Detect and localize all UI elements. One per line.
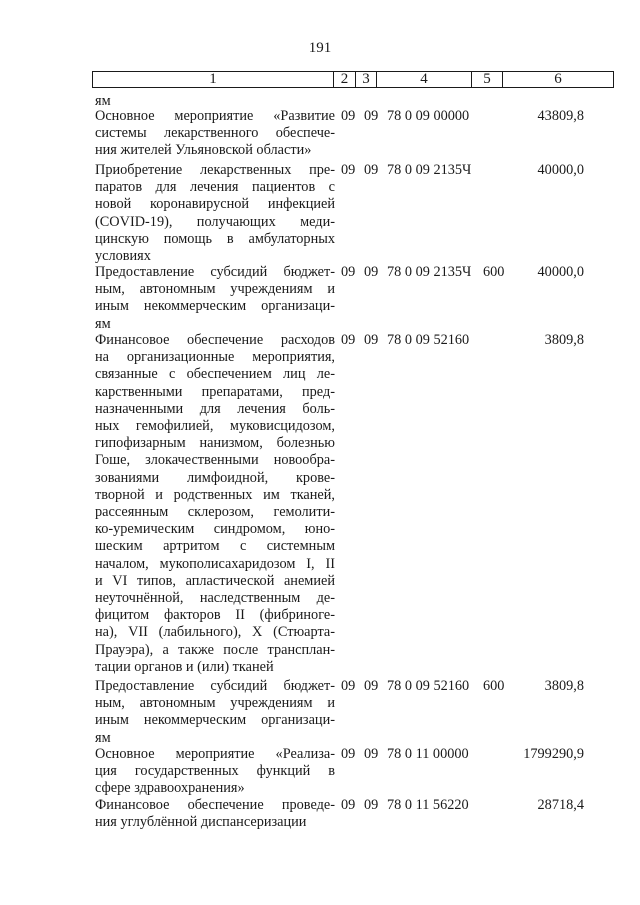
- cell-col-4: 78 0 09 52160: [387, 678, 470, 694]
- row-text-line: ных гемофилией, муковисцидозом,: [95, 418, 335, 434]
- row-text-line: шеским артритом с системным: [95, 538, 335, 555]
- cell-col-2: 09: [341, 746, 356, 762]
- cell-col-6: 1799290,9: [523, 746, 584, 762]
- row-text-line: ям: [95, 729, 111, 746]
- cell-col-3: 09: [364, 797, 379, 813]
- row-text-line: ным, автономным учреждениям и: [95, 281, 335, 298]
- cell-col-4: 78 0 09 00000: [387, 108, 470, 124]
- row-text-line: паратов для лечения пациентов с: [95, 179, 335, 196]
- cell-col-2: 09: [341, 264, 356, 280]
- row-text-line: ния жителей Ульяновской области»: [95, 142, 312, 159]
- cell-col-4: 78 0 11 00000: [387, 746, 469, 762]
- cell-col-6: 40000,0: [537, 264, 584, 280]
- row-text-line: связанные с обеспечением лиц ле-: [95, 366, 335, 383]
- cell-col-2: 09: [341, 108, 356, 124]
- row-text-line: Предоставление субсидий бюджет-: [95, 264, 335, 280]
- cell-col-3: 09: [364, 108, 379, 124]
- row-text-line: Финансовое обеспечение проведе-: [95, 797, 335, 813]
- row-text-line: творной и родственных им тканей,: [95, 486, 335, 503]
- row-text-line: (COVID-19), получающих меди-: [95, 213, 335, 230]
- header-col-1: 1: [92, 71, 334, 88]
- row-text-line: гипофизарным нанизмом, болезнью: [95, 435, 335, 452]
- row-text-line: ция государственных функций в: [95, 763, 335, 780]
- cell-col-6: 43809,8: [537, 108, 584, 124]
- row-text-line: фицитом факторов II (фибриноге-: [95, 607, 335, 624]
- header-col-6: 6: [502, 71, 614, 88]
- row-text-line: цинскую помощь в амбулаторных: [95, 230, 335, 247]
- row-text-line: системы лекарственного обеспече-: [95, 125, 335, 142]
- cell-col-2: 09: [341, 678, 356, 694]
- row-text-line: Основное мероприятие «Реализа-: [95, 746, 335, 762]
- row-text-line: Предоставление субсидий бюджет-: [95, 678, 335, 694]
- cell-col-2: 09: [341, 332, 356, 348]
- row-text-line: иным некоммерческим организаци-: [95, 298, 335, 315]
- header-col-2: 2: [333, 71, 356, 88]
- cell-col-6: 28718,4: [537, 797, 584, 813]
- row-text-line: Приобретение лекарственных пре-: [95, 162, 335, 178]
- cell-col-2: 09: [341, 162, 356, 178]
- row-text-line: сфере здравоохранения»: [95, 780, 245, 797]
- row-text-line: условиях: [95, 248, 151, 264]
- row-text-line: ным, автономным учреждениям и: [95, 695, 335, 712]
- row-text-line: новой коронавирусной инфекцией: [95, 196, 335, 213]
- page-number: 191: [308, 40, 332, 56]
- cell-col-3: 09: [364, 678, 379, 694]
- cell-col-4: 78 0 11 56220: [387, 797, 469, 813]
- cell-col-3: 09: [364, 162, 379, 178]
- row-text-line: ко-уремическим синдромом, юно-: [95, 521, 335, 538]
- row-text-line: ния углублённой диспансеризации: [95, 814, 307, 831]
- row-text-line: Финансовое обеспечение расходов: [95, 332, 335, 348]
- cell-col-4: 78 0 09 2135Ч: [387, 264, 472, 280]
- row-text-line: Основное мероприятие «Развитие: [95, 108, 335, 124]
- row-text-line: карственными препаратами, пред-: [95, 383, 335, 400]
- cell-col-3: 09: [364, 332, 379, 348]
- cell-col-2: 09: [341, 797, 356, 813]
- cell-col-4: 78 0 09 2135Ч: [387, 162, 472, 178]
- cell-col-5: 600: [483, 264, 505, 280]
- cell-col-3: 09: [364, 264, 379, 280]
- row-text-line: Гоше, злокачественными новообра-: [95, 452, 335, 469]
- cell-col-6: 3809,8: [544, 332, 584, 348]
- cell-col-6: 3809,8: [544, 678, 584, 694]
- row-text-line: назначенными для лечения боль-: [95, 400, 335, 417]
- table-header: [93, 71, 612, 88]
- row-text-line: тации органов и (или) тканей: [95, 658, 274, 675]
- header-col-5: 5: [471, 71, 503, 88]
- row-text-line: на), VII (лабильного), X (Стюарта-: [95, 624, 335, 641]
- row-text-line: и VI типов, апластической анемией: [95, 572, 335, 589]
- cell-col-5: 600: [483, 678, 505, 694]
- row-text-line: зованиями лимфоидной, крове-: [95, 469, 335, 486]
- row-text-line: ям: [95, 315, 111, 332]
- row-text-line: иным некоммерческим организаци-: [95, 712, 335, 729]
- cell-col-3: 09: [364, 746, 379, 762]
- row-text-line: неуточнённой, наследственным де-: [95, 590, 335, 606]
- row-text-line: на организационные мероприятия,: [95, 349, 335, 366]
- cell-col-6: 40000,0: [537, 162, 584, 178]
- header-col-4: 4: [376, 71, 472, 88]
- header-col-3: 3: [355, 71, 377, 88]
- row-text-line: Прауэра), а также после трансплан-: [95, 641, 335, 658]
- row-text-line: рассеянным склерозом, гемолити-: [95, 504, 335, 520]
- continued-text: ям: [95, 93, 111, 109]
- row-text-line: началом, мукополисахаридозом I, II: [95, 555, 335, 572]
- cell-col-4: 78 0 09 52160: [387, 332, 470, 348]
